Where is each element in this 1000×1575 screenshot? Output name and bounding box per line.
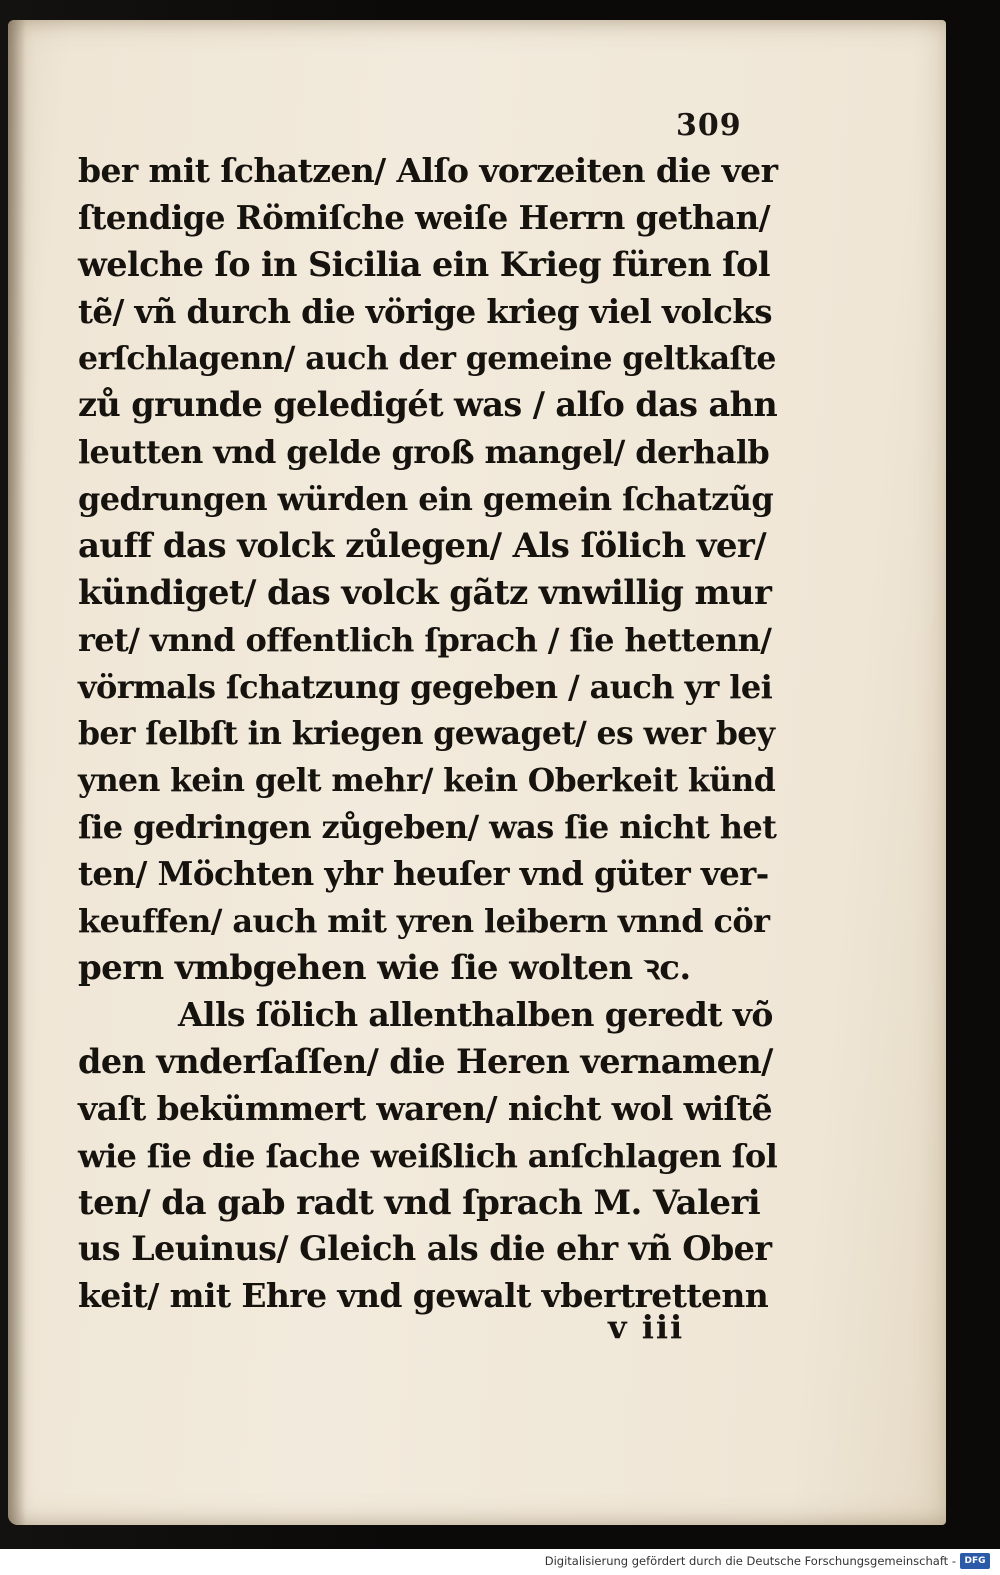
text-line-paragraph-start: Alls ſölich allenthalben geredt võ (178, 995, 773, 1035)
text-line: ret/ vnnd offentlich ſprach / ſie hettenn/ (78, 620, 772, 659)
text-line: den vnderſaſſen/ die Heren vernamen/ (78, 1041, 773, 1081)
text-line: pern vmbgehen wie ſie wolten ꝛc. (78, 948, 691, 989)
text-line: ynen kein gelt mehr/ kein Oberkeit künd (78, 761, 776, 799)
footer-credit: Digitalisierung gefördert durch die Deutsche Forschungsgemeinschaft - (544, 1554, 956, 1568)
page-number: 309 (676, 108, 742, 143)
text-line: ten/ Möchten yhr heuſer vnd güter ver- (78, 854, 769, 894)
text-line: ber ſelbſt in kriegen gewaget/ es wer bey (78, 714, 775, 752)
text-line: us Leuinus/ Gleich als die ehr vñ Ober (78, 1229, 772, 1269)
text-line: welche ſo in Sicilia ein Krieg füren ſol (78, 244, 770, 284)
text-line: ten/ da gab radt vnd ſprach M. Valeri (78, 1182, 761, 1223)
dfg-logo-icon: DFG (960, 1553, 990, 1569)
digitization-footer (0, 1549, 1000, 1575)
text-line: ber mit ſchatzen/ Alſo vorzeiten die ver (78, 151, 778, 190)
text-line: kündiget/ das volck gãtz vnwillig mur (78, 573, 772, 614)
text-line: zů grunde geledigét was / alſo das ahn (78, 385, 778, 425)
text-line: keit/ mit Ehre vnd gewalt vbertrettenn (78, 1276, 769, 1316)
body-text (78, 148, 778, 1320)
text-line: vörmals ſchatzung gegeben / auch yr lei (78, 667, 773, 706)
text-line: auff das volck zůlegen/ Als ſölich ver/ (78, 526, 767, 567)
text-line: gedrungen würden ein gemein ſchatzũg (78, 480, 774, 519)
signature-mark: v iii (608, 1308, 685, 1346)
text-line: leutten vnd gelde groß mangel/ derhalb (78, 433, 770, 472)
text-line: erſchlagenn/ auch der gemeine geltkaſte (78, 339, 776, 377)
text-line: keuffen/ auch mit yren leibern vnnd cör (78, 902, 770, 941)
book-page (8, 20, 946, 1525)
text-line: tẽ/ vñ durch die vörige krieg viel volcks (78, 291, 772, 331)
text-line: wie ſie die ſache weißlich anſchlagen ſol (78, 1136, 778, 1175)
text-line: vaſt bekümmert waren/ nicht wol wiſtẽ (78, 1088, 773, 1128)
text-line: ſtendige Römiſche weiſe Herrn gethan/ (78, 197, 770, 237)
text-line: ſie gedringen zůgeben/ was ſie nicht het (78, 808, 777, 847)
